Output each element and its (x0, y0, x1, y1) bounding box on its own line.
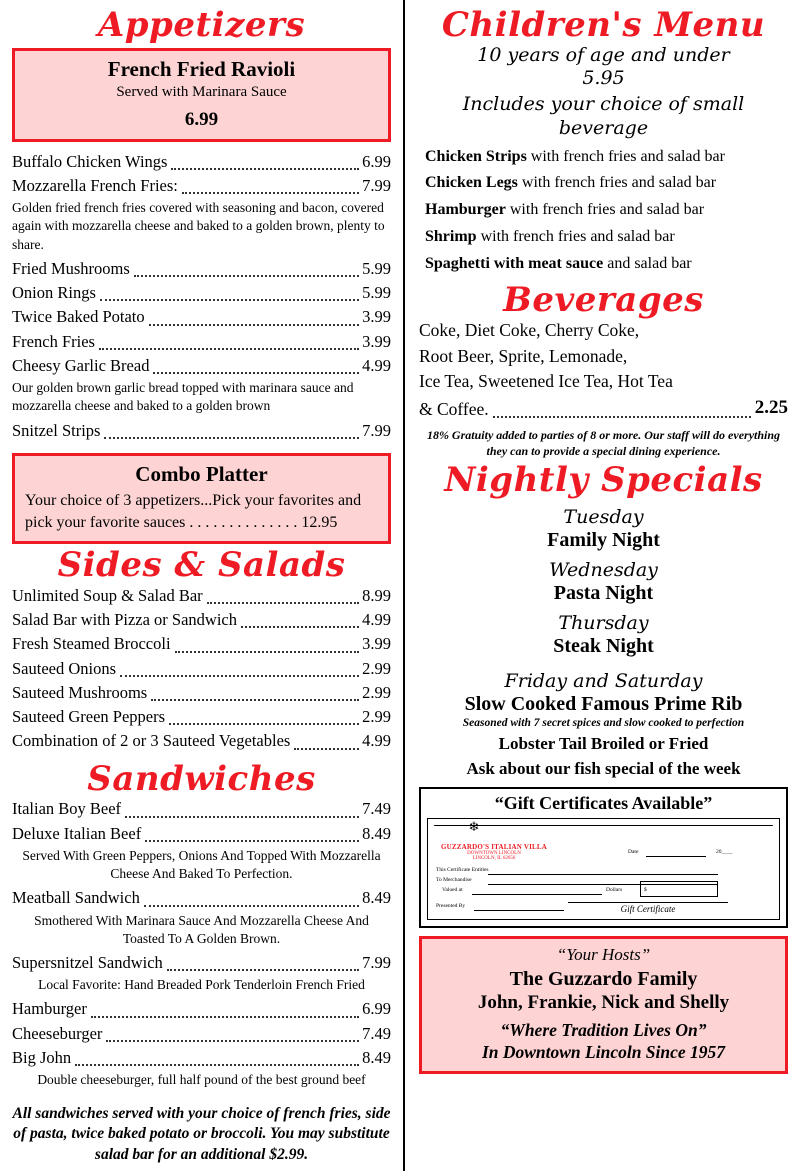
menu-item (12, 584, 391, 608)
special-description: Seasoned with 7 secret spices and slow cooked to perfection (462, 716, 745, 729)
combo-text: Your choice of 3 appetizers...Pick your favorites and pick your favorite sauces (25, 491, 362, 531)
menu-item (12, 174, 391, 198)
featured-price: 6.99 (184, 108, 219, 130)
item-name: Shrimp (425, 228, 477, 246)
item-price: 6.99 (362, 999, 391, 1019)
childrens-price: 5.95 (582, 67, 625, 90)
amount-box (640, 881, 718, 897)
item-name: Mozzarella French Fries: (12, 175, 178, 195)
item-price: 7.49 (362, 1023, 391, 1043)
item-name: Combination of 2 or 3 Sauteed Vegetables (12, 731, 291, 751)
leader-dots (120, 675, 359, 677)
item-name: Big John (12, 1048, 72, 1068)
merchandise-label: To Merchandise (436, 876, 472, 883)
item-price: 8.49 (362, 888, 391, 908)
entitles-line (488, 874, 718, 875)
certificate-brand (434, 843, 554, 861)
item-detail: with french fries and salad bar (521, 174, 717, 192)
date-line (646, 856, 706, 857)
menu-item (12, 419, 391, 443)
list-item (425, 147, 788, 168)
sandwich-footnote: All sandwiches served with your choice of french fries, side of pasta, twice baked potato or broccoli. You may substitute salad bar for an additional $2.99. (12, 1104, 391, 1164)
leader-dots (106, 1040, 359, 1042)
valued-label: Valued at (442, 886, 463, 893)
item-price: 4.99 (362, 610, 391, 630)
childrens-beverage-note: Includes your choice of small beverage (462, 93, 745, 139)
menu-item (12, 354, 391, 378)
leader-dots (493, 416, 751, 418)
item-name: Unlimited Soup & Salad Bar (12, 585, 203, 605)
right-column (403, 0, 800, 1171)
item-name: Sauteed Onions (12, 658, 117, 678)
menu-item (12, 997, 391, 1021)
leader-dots (175, 651, 360, 653)
item-description: Local Favorite: Hand Breaded Pork Tenderloin French Fried (38, 977, 365, 993)
brand-city: DOWNTOWN LINCOLN (467, 850, 521, 856)
menu-item (12, 657, 391, 681)
leader-dots (104, 437, 359, 439)
gift-certificates-title: “Gift Certificates Available” (494, 792, 713, 813)
item-price: 5.99 (362, 283, 391, 303)
leader-dots (151, 699, 359, 701)
leader-dots (99, 348, 359, 350)
specials-list (419, 506, 788, 779)
item-name: Fresh Steamed Broccoli (12, 634, 171, 654)
bow-icon: ❄ (468, 818, 480, 834)
item-name: Buffalo Chicken Wings (12, 151, 168, 171)
item-description: Our golden brown garlic bread topped with marinara sauce and mozzarella cheese and baked to a golden brown (12, 380, 354, 414)
item-name: Twice Baked Potato (12, 307, 145, 327)
sides-list (12, 584, 391, 754)
special-name: Steak Night (553, 634, 654, 657)
presented-label: Presented By (436, 902, 466, 909)
combo-dots: . . . . . . . . . . . . . . (189, 513, 302, 531)
item-price: 4.99 (362, 355, 391, 375)
item-name: Snitzel Strips (12, 420, 101, 440)
valued-line (472, 894, 602, 895)
hosts-box (419, 936, 788, 1074)
special-name: Slow Cooked Famous Prime Rib (464, 692, 743, 715)
item-name: Cheesy Garlic Bread (12, 355, 150, 375)
beverages-heading: Beverages (503, 279, 704, 320)
special-day: Thursday (558, 611, 649, 634)
item-name: Meatball Sandwich (12, 888, 140, 908)
special-note: Ask about our fish special of the week (466, 758, 741, 778)
item-price: 3.99 (362, 331, 391, 351)
item-price: 7.99 (362, 953, 391, 972)
item-detail: with french fries and salad bar (530, 147, 725, 165)
menu-item (12, 632, 391, 656)
leader-dots (207, 602, 359, 604)
item-price: 6.99 (362, 151, 391, 171)
beverages-price: 2.25 (754, 397, 788, 419)
list-item (425, 227, 788, 248)
leader-dots (171, 168, 359, 170)
menu-item (12, 305, 391, 329)
item-name: Onion Rings (12, 283, 96, 303)
menu-item (12, 822, 391, 846)
appetizers-list (12, 150, 391, 443)
item-price: 4.99 (362, 731, 391, 751)
combo-price: 12.95 (301, 513, 338, 531)
leader-dots (100, 299, 359, 301)
entitles-label: This Certificate Entitles (436, 866, 489, 873)
featured-appetizer-box (12, 48, 391, 142)
leader-dots (167, 969, 359, 971)
gift-certificate-section (419, 787, 788, 928)
leader-dots (125, 816, 359, 818)
item-name: Chicken Strips (425, 147, 527, 165)
leader-dots (294, 748, 359, 750)
beverages-line: Ice Tea, Sweetened Ice Tea, Hot Tea (419, 371, 673, 392)
menu-item (12, 257, 391, 281)
hosts-tagline: “Where Tradition Lives On” (500, 1019, 707, 1040)
leader-dots (75, 1064, 359, 1066)
item-description: Golden fried french fries covered with seasoning and bacon, covered again with mozzarella cheese and baked to a golden brown, plenty to share. (12, 200, 385, 252)
beverages-line: Coke, Diet Coke, Cherry Coke, (419, 320, 640, 341)
item-price: 8.49 (362, 823, 391, 843)
item-description: Smothered With Marinara Sauce And Mozzarella Cheese And Toasted To A Golden Brown. (34, 912, 369, 946)
special-name: Lobster Tail Broiled or Fried (498, 733, 709, 753)
dollar-sign: $ (644, 886, 647, 893)
featured-subtitle: Served with Marinara Sauce (116, 83, 287, 100)
item-price: 8.99 (362, 585, 391, 605)
leader-dots (241, 626, 359, 628)
menu-item (12, 797, 391, 821)
sandwiches-heading: Sandwiches (87, 758, 316, 799)
item-price: 5.99 (362, 258, 391, 278)
leader-dots (144, 905, 359, 907)
hosts-title: “Your Hosts” (556, 944, 651, 964)
dollars-label: Dollars (606, 886, 623, 893)
menu-item (12, 729, 391, 753)
appetizers-heading: Appetizers (97, 5, 306, 45)
leader-dots (91, 1016, 359, 1018)
signature-line (568, 902, 728, 903)
item-price: 2.99 (362, 707, 391, 727)
item-name: Deluxe Italian Beef (12, 823, 142, 843)
item-name: French Fries (12, 331, 95, 351)
menu-item (12, 608, 391, 632)
gratuity-note: 18% Gratuity added to parties of 8 or more. Our staff will do everything they can to provide a special dining experience. (426, 428, 781, 458)
special-name: Family Night (547, 528, 660, 551)
menu-item (12, 681, 391, 705)
leader-dots (149, 324, 359, 326)
item-price: 7.49 (362, 799, 391, 819)
hosts-names: John, Frankie, Nick and Shelly (477, 991, 730, 1013)
date-label: Date (628, 848, 639, 855)
sandwiches-list (12, 797, 391, 1089)
item-detail: with french fries and salad bar (480, 228, 675, 246)
item-name: Supersnitzel Sandwich (12, 953, 163, 972)
item-price: 7.99 (362, 420, 391, 440)
gift-certificate-image (427, 818, 780, 920)
item-price: 3.99 (362, 634, 391, 654)
certificate-caption: Gift Certificate (620, 903, 676, 914)
item-name: Sauteed Green Peppers (12, 707, 166, 727)
item-price: 3.99 (362, 307, 391, 327)
menu-item (12, 1046, 391, 1070)
list-item (425, 254, 788, 275)
hosts-since: In Downtown Lincoln Since 1957 (481, 1041, 726, 1062)
item-name: Hamburger (425, 201, 506, 219)
item-detail: with french fries and salad bar (509, 201, 705, 219)
sides-heading: Sides & Salads (57, 545, 346, 586)
menu-item (12, 1022, 391, 1046)
special-day: Friday and Saturday (504, 669, 703, 692)
item-description: Served With Green Peppers, Onions And Topped With Mozzarella Cheese And Baked To Perfection. (22, 847, 381, 882)
list-item (425, 200, 788, 221)
leader-dots (182, 192, 359, 194)
ribbon-swoosh-icon (434, 825, 773, 841)
item-name: Sauteed Mushrooms (12, 682, 148, 702)
childrens-menu-heading: Children's Menu (441, 5, 766, 45)
item-name: Hamburger (12, 999, 87, 1019)
special-name: Pasta Night (553, 581, 654, 604)
leader-dots (145, 840, 359, 842)
menu-item (12, 705, 391, 729)
special-day: Wednesday (549, 558, 658, 581)
brand-zip: LINCOLN, IL 62656 (472, 855, 516, 861)
menu-item (12, 886, 391, 910)
item-name: Spaghetti with meat sauce (425, 254, 604, 272)
special-day: Tuesday (563, 505, 644, 528)
childrens-items (419, 147, 788, 275)
menu-item (12, 330, 391, 354)
combo-platter-box (12, 453, 391, 544)
item-name: Italian Boy Beef (12, 799, 122, 819)
presented-line (474, 910, 564, 911)
item-description: Double cheeseburger, full half pound of the best ground beef (37, 1072, 366, 1088)
list-item (425, 173, 788, 194)
leader-dots (153, 372, 359, 374)
item-price: 2.99 (362, 658, 391, 678)
year-label: 20____ (716, 848, 733, 855)
hosts-family: The Guzzardo Family (509, 967, 698, 990)
childrens-age-note: 10 years of age and under (477, 43, 730, 66)
item-price: 7.99 (362, 175, 391, 195)
beverages-line: Root Beer, Sprite, Lemonade, (419, 345, 628, 366)
item-name: Salad Bar with Pizza or Sandwich (12, 610, 237, 630)
leader-dots (134, 275, 359, 277)
featured-title: French Fried Ravioli (107, 56, 296, 81)
brand-name: GUZZARDO'S ITALIAN VILLA (440, 842, 548, 851)
item-name: Cheeseburger (12, 1023, 103, 1043)
menu-item (12, 150, 391, 174)
beverages-price-row (419, 394, 788, 422)
item-detail: and salad bar (607, 254, 692, 272)
nightly-specials-heading: Nightly Specials (444, 460, 763, 501)
beverages-list (419, 318, 788, 422)
menu-item (12, 281, 391, 305)
item-name: Chicken Legs (425, 174, 518, 192)
item-name: Fried Mushrooms (12, 258, 130, 278)
item-price: 8.49 (362, 1048, 391, 1068)
beverages-line: & Coffee. (419, 398, 489, 419)
combo-title: Combo Platter (135, 461, 268, 486)
item-price: 2.99 (362, 682, 391, 702)
leader-dots (169, 723, 359, 725)
menu-item (12, 951, 391, 975)
